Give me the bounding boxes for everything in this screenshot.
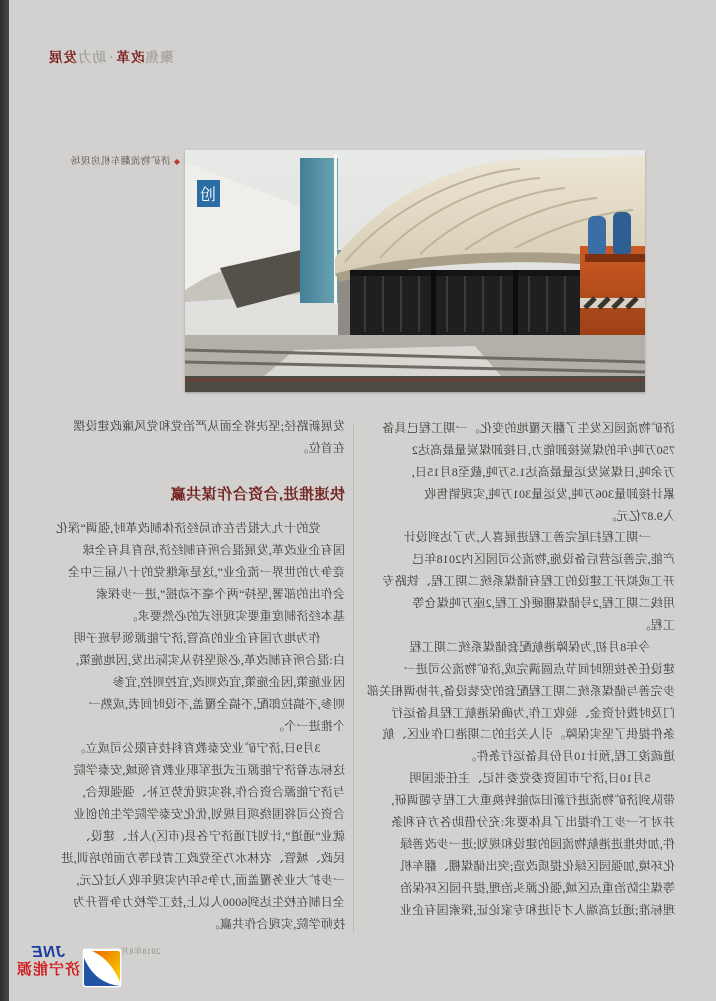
text-line: 一步扩大业务覆盖面,力争5年内实现年收入过亿元, <box>76 873 345 887</box>
issue-date: 2018年8月 <box>120 947 160 956</box>
text-line: 竞争力的世界一流企业”,这是承继党的十八届三中全 <box>67 565 345 579</box>
photo-caption-text: 济矿物流翻车机房现场 <box>70 157 171 167</box>
text-line: 合资公司将围绕项目规划,优化安泰学院学生的创业 <box>73 807 345 821</box>
text-line: 产能,完善运营后备设施,物流公司园区内2018年已 <box>411 552 675 567</box>
text-line: 因业施策,因企施策,宜改则改,宜控则控,宜参 <box>112 675 345 689</box>
text-line: 个推进一个。 <box>271 719 345 733</box>
text-line: 3月9日,济宁矿业安泰教育科技有限公司成立。 <box>73 741 345 755</box>
text-line: 会作出的部署,坚持“两个毫不动摇”,进一步探索 <box>95 587 345 601</box>
column-2-continuation <box>38 415 345 459</box>
text-line: 750万吨/年的煤炭接卸能力,日接卸煤炭量最高达2 <box>411 442 675 457</box>
caption-diamond-icon: ◆ <box>173 157 180 166</box>
text-line: 建设任务按照时间节点圆满完成,济矿物流公司进一 <box>403 661 675 676</box>
column-divider <box>353 424 354 932</box>
text-line: 这标志着济宁能源正式进军职业教育领域,安泰学院 <box>73 763 345 777</box>
text-line: 济矿物流园区发生了翻天覆地的变化。一期工程已具备 <box>382 421 675 435</box>
text-line: 带队到济矿物流进行新旧动能转换重大工程专题调研, <box>391 793 675 808</box>
text-line: 5月10日,济宁市国资委党委书记、主任张国明 <box>409 771 675 786</box>
text-line: 国有企业改革,发展混合所有制经济,培育具有全球 <box>82 543 345 557</box>
blue-sign-text: 创 <box>199 187 217 204</box>
masthead-part-3: 助力 <box>77 50 106 65</box>
masthead <box>48 46 174 66</box>
text-line: 则参,不搞拉郎配,不搞全覆盖,不设时间表,成熟一 <box>88 697 345 711</box>
text-line: 件,加快推进港航物流园的建设和规划;进一步改善绿 <box>399 836 675 851</box>
text-line: 作为地方国有企业的高管,济宁能源领导班子明 <box>73 631 345 645</box>
photo-caption <box>50 153 180 167</box>
text-line: 理标准;通过高端人才引进和专家论证,探索国有企业 <box>399 902 675 917</box>
text-line: 今年8月初,为保障港航配套储煤系统二期工程 <box>409 639 675 654</box>
text-line: 用线二期工程,2号储煤棚硬化工程,2座万吨煤仓等 <box>412 596 675 611</box>
text-line: 并对下一步工作提出了具体要求:充分借助各方有利条 <box>390 815 675 830</box>
text-line: 就业“通道”,计划打通济宁各县(市区)人社、建设、 <box>78 829 345 843</box>
masthead-part-4: 发展 <box>48 50 77 65</box>
text-line: 等煤尘防治重点区域,强化源头治理,提升园区环保治 <box>400 880 675 895</box>
masthead-part-2: 改革 <box>115 50 145 65</box>
text-line: 民政、城管、农林水乃至党政工青妇等方面的培训,进 <box>61 851 345 865</box>
text-line: 化环境,加强园区绿化提质改造;突出储煤棚、翻车机 <box>399 858 675 873</box>
text-line: 道疏浚工程,预计10月份具备运行条件。 <box>464 749 675 764</box>
text-line: 与济宁能源合资合作,将实现优势互补、强强联合, <box>82 785 345 799</box>
text-line: 白:混合所有制改革,必须坚持从实际出发,因地施策, <box>75 653 345 667</box>
text-line: 一期工程扫尾完善工程进展喜人,为了达到设计 <box>403 530 675 545</box>
text-line: 开工或拟开工建设的工程有储煤系统二期工程、铁路专 <box>382 574 675 589</box>
masthead-separator: · <box>108 50 114 65</box>
jne-logo-text <box>14 944 82 978</box>
text-line: 发展新路径;坚决将全面从严治党和党风廉政建设摆 <box>73 419 345 433</box>
text-line: 党的十九大报告在布局经济体制改革时,强调“深化 <box>55 521 345 535</box>
article-column-2 <box>38 415 345 935</box>
text-line: 万余吨,日煤炭发运量最高达1.5万吨,截至8月15日, <box>411 464 675 479</box>
section-sub-heading: 快速推进,合资合作谋共赢 <box>170 487 345 503</box>
text-line: 工程。 <box>638 618 675 633</box>
logo-acronym: JNE <box>30 944 66 961</box>
text-line: 全日制在校生达到6000人以上,技工学校力争晋升为 <box>72 895 345 909</box>
logo-name: 济宁能源 <box>16 961 81 978</box>
text-line: 基本经济制度重要实现形式的必然要求。 <box>125 609 345 623</box>
text-line: 在首位。 <box>296 441 345 455</box>
masthead-part-1: 聚焦 <box>144 50 174 65</box>
text-line: 技师学院,实现合作共赢。 <box>207 917 345 931</box>
text-line: 条件提供了坚实保障。引人关注的二期港口作业区、航 <box>382 727 675 742</box>
text-line: 入9.87亿元。 <box>604 508 675 523</box>
column-2-body <box>38 517 345 935</box>
text-line: 步完善与储煤系统二期工程配套的安装设备,并协调相关部 <box>366 683 675 698</box>
text-line: 累计接卸量306万吨,发运量301万吨,实现销售收 <box>423 486 675 501</box>
article-column-1 <box>357 418 675 921</box>
text-line: 门及时拨付资金、验收工作,为确保港航工程具备运行 <box>391 705 675 720</box>
